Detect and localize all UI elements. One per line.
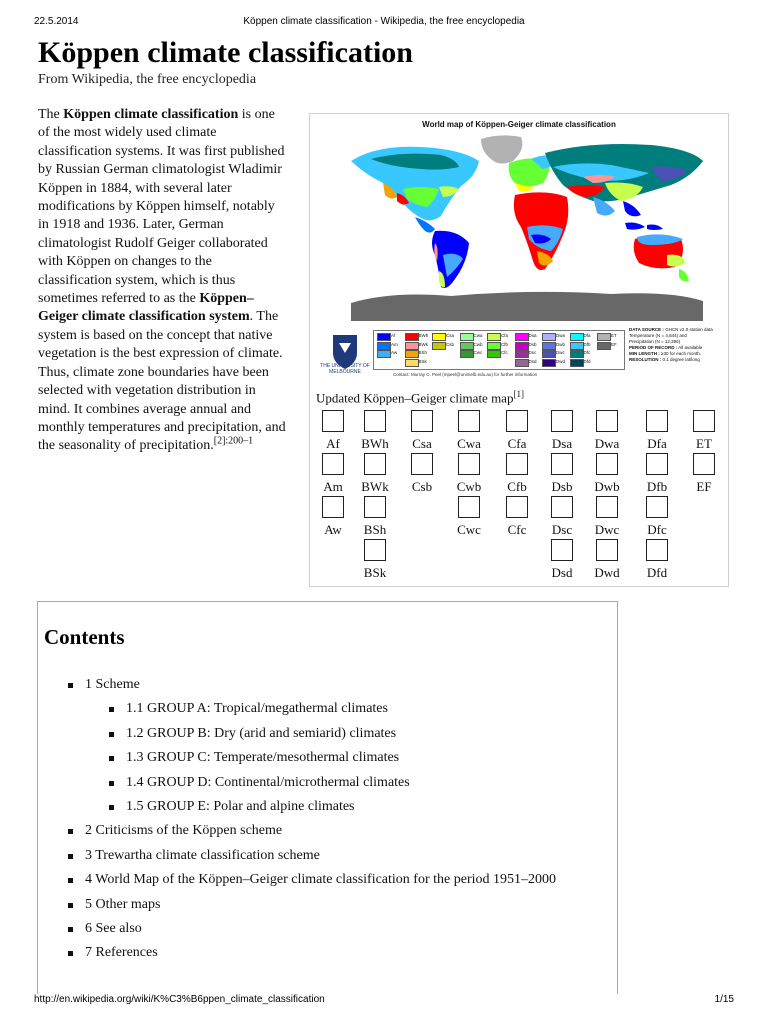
legend-swatch [693, 410, 715, 432]
intro-paragraph [38, 106, 288, 456]
mini-legend-label: Cwb [473, 341, 483, 347]
legend-swatch [551, 496, 573, 518]
map-metadata-value: ≥30 for each month. [661, 351, 702, 356]
mini-legend-label: Dsa [528, 333, 537, 338]
toc-bullet [68, 927, 73, 932]
mini-legend-label: Cwa [473, 333, 483, 338]
legend-label: Cwc [457, 522, 481, 537]
legend-swatch [693, 453, 715, 475]
mini-legend-label: Dsd [528, 358, 537, 364]
intro-bold-term-2: Köppen–Geiger climate classification system [38, 291, 254, 325]
figure-caption-text: Updated Köppen–Geiger climate map [316, 390, 514, 406]
toc-link[interactable]: 1.3 GROUP C: Temperate/mesothermal climates [126, 750, 400, 766]
legend-swatch [458, 496, 480, 518]
toc-bullet [109, 781, 114, 786]
legend-swatch [506, 496, 528, 518]
legend-label: Aw [324, 522, 342, 537]
legend-label: Dfc [647, 522, 667, 537]
toc-title: Contents [44, 625, 125, 649]
print-header [0, 16, 768, 30]
map-metadata-key: RESOLUTION : [629, 357, 662, 362]
intro-text-1: The [38, 107, 64, 122]
legend-swatch [506, 410, 528, 432]
legend-label: Dfa [647, 436, 667, 451]
legend-swatch [458, 410, 480, 432]
legend-swatch [364, 539, 386, 561]
legend-swatch [551, 453, 573, 475]
legend-swatch [322, 496, 344, 518]
mini-legend-label: ET [611, 333, 617, 338]
toc-link[interactable]: 6 See also [85, 921, 142, 936]
map-contact-note: Contact: Murray C. Peel (mpeel@unimelb.edu.au) for further information [393, 372, 538, 377]
legend-swatch [646, 410, 668, 432]
table-of-contents [37, 601, 618, 994]
legend-label: BWh [361, 436, 389, 451]
university-name: THE UNIVERSITY OF MELBOURNE [320, 363, 370, 375]
map-figure [309, 113, 729, 587]
from-wikipedia-tagline: From Wikipedia, the free encyclopedia [38, 72, 257, 87]
mini-legend-label: Cfa [501, 333, 509, 338]
toc-link[interactable]: 1.2 GROUP B: Dry (arid and semiarid) climates [126, 725, 397, 741]
legend-label: Csa [412, 436, 432, 451]
mini-legend-label: Aw [391, 350, 398, 355]
mini-legend-label: Am [391, 341, 398, 347]
legend-label: BWk [361, 479, 389, 494]
legend-swatch [551, 539, 573, 561]
toc-bullet [68, 854, 73, 859]
legend-swatch [646, 453, 668, 475]
legend-swatch [364, 453, 386, 475]
map-metadata-key: MIN LENGTH : [629, 351, 660, 356]
legend-label: Dsa [551, 436, 573, 451]
mini-legend-label: BWh [418, 333, 429, 338]
mini-legend-label: Dsc [528, 350, 537, 355]
toc-bullet [68, 878, 73, 883]
mini-legend-label: Csb [446, 341, 455, 347]
toc-bullet [68, 951, 73, 956]
map-metadata-value: All available [678, 345, 703, 350]
legend-label: EF [696, 479, 712, 494]
print-footer [0, 994, 768, 1008]
mini-legend-label: Cwc [473, 350, 483, 355]
legend-swatch [411, 410, 433, 432]
legend-swatch [364, 496, 386, 518]
legend-label: Dfd [646, 565, 668, 580]
mini-legend-label: Dwc [556, 350, 565, 355]
legend-swatch [646, 539, 668, 561]
legend-label: ET [696, 436, 712, 451]
toc-link[interactable]: 7 References [85, 945, 158, 961]
legend-label: Csb [411, 479, 433, 494]
mini-legend-label: BWk [418, 341, 428, 347]
legend-label: Cfb [507, 479, 527, 494]
page-title: Köppen climate classification [38, 36, 413, 69]
citation-link[interactable]: [2]:200–1 [213, 435, 254, 447]
mini-legend-label: Dsb [528, 341, 537, 347]
legend-label: Dsb [551, 479, 573, 494]
toc-link[interactable]: 2 Criticisms of the Köppen scheme [85, 823, 283, 839]
mini-legend-label: Cfc [501, 350, 508, 355]
toc-link[interactable]: 1.4 GROUP D: Continental/microthermal climates [126, 774, 410, 790]
toc-link[interactable]: 1.1 GROUP A: Tropical/megathermal climates [126, 701, 388, 717]
legend-label: Dwd [594, 565, 620, 580]
legend-label: Dwc [594, 522, 620, 537]
legend-swatch [551, 410, 573, 432]
legend-label: BSh [363, 522, 387, 537]
map-metadata-value: Precipitation (N = 12,396) [629, 339, 681, 344]
toc-bullet [68, 683, 73, 688]
legend-label: Cwb [456, 479, 482, 494]
legend-label: Dsc [551, 522, 573, 537]
toc-bullet [68, 829, 73, 834]
legend-label: Dfb [646, 479, 668, 494]
legend-label: BSk [363, 565, 387, 580]
legend-swatch [596, 410, 618, 432]
legend-label: Cfc [507, 522, 527, 537]
print-page-title: Köppen climate classification - Wikipedia, the free encyclopedia [243, 16, 525, 27]
mini-legend-label: EF [611, 341, 617, 347]
legend-label: Af [326, 436, 340, 451]
intro-text-2: is one of the most widely used climate classification systems. It was first published by Russian German climatologist Wladimir Köppen in 1884, with several later modifications by Köppen himself, notably in 1918 and 1936. Later, German climatologist Rudolf Geiger collaborated with Köppen on changes to the classification system, which is thus sometimes referred to as the [38, 107, 285, 307]
toc-link[interactable]: 1.5 GROUP E: Polar and alpine climates [126, 799, 355, 814]
mini-legend-label: Dwb [556, 341, 566, 347]
mini-legend-label: Af [391, 333, 396, 338]
figure-caption-ref[interactable]: [1] [513, 389, 524, 399]
legend-label: Dwa [594, 436, 620, 451]
toc-bullet [109, 732, 114, 737]
legend-grid [310, 114, 728, 586]
toc-bullet [68, 903, 73, 908]
map-metadata-value: GHCN v2.0 station data [665, 327, 713, 332]
mini-legend-label: BSk [418, 358, 427, 364]
legend-label: Cwa [457, 436, 481, 451]
mini-legend-label: Dfa [583, 333, 591, 338]
legend-swatch [364, 410, 386, 432]
mini-legend-label: Dwa [556, 333, 566, 338]
toc-link[interactable]: 3 Trewartha climate classification scheme [85, 847, 320, 863]
map-metadata-key: DATA SOURCE : [629, 327, 664, 332]
legend-swatch [596, 539, 618, 561]
legend-label: Cfa [507, 436, 527, 451]
toc-link[interactable]: 4 World Map of the Köppen–Geiger climate classification for the period 1951–2000 [85, 872, 556, 888]
map-metadata-key: PERIOD OF RECORD : [629, 345, 678, 350]
intro-bold-term-1[interactable]: Köppen climate classification [63, 107, 239, 122]
print-url: http://en.wikipedia.org/wiki/K%C3%B6ppen_climate_classification [34, 994, 325, 1005]
print-date: 22.5.2014 [34, 16, 79, 27]
map-metadata-value: 0.1 degree lat/long [662, 357, 700, 362]
legend-swatch [596, 453, 618, 475]
legend-swatch [596, 496, 618, 518]
legend-swatch [458, 453, 480, 475]
mini-legend-label: Dfc [583, 350, 591, 355]
legend-label: Am [323, 479, 343, 494]
legend-label: Dwb [594, 479, 620, 494]
print-page-number: 1/15 [714, 994, 734, 1005]
legend-swatch [322, 410, 344, 432]
map-metadata-value: Temperature (N = 4,844) and [629, 333, 687, 338]
toc-link[interactable]: 1 Scheme [85, 677, 140, 692]
mini-legend-label: BSh [418, 350, 428, 355]
mini-legend-label: Dwd [556, 358, 566, 364]
toc-bullet [109, 707, 114, 712]
legend-swatch [322, 453, 344, 475]
mini-legend-label: Csa [446, 333, 455, 338]
map-title: World map of Köppen-Geiger climate classification [422, 120, 616, 129]
toc-bullet [109, 756, 114, 761]
legend-swatch [506, 453, 528, 475]
legend-label: Dsd [551, 565, 573, 580]
toc-bullet [109, 805, 114, 810]
legend-swatch [646, 496, 668, 518]
toc-link[interactable]: 5 Other maps [85, 896, 161, 912]
mini-legend-label: Dfb [583, 341, 591, 347]
intro-text-3: . The system is based on the concept that native vegetation is the best expression of climate. Thus, climate zone boundaries have been selected with vegetation distribution in mind. It combines average annual and monthly temperatures and precipitation, and the seasonality of precipitation. [38, 309, 286, 454]
legend-swatch [411, 453, 433, 475]
mini-legend-label: Dfd [583, 358, 591, 364]
mini-legend-label: Cfb [501, 341, 509, 347]
